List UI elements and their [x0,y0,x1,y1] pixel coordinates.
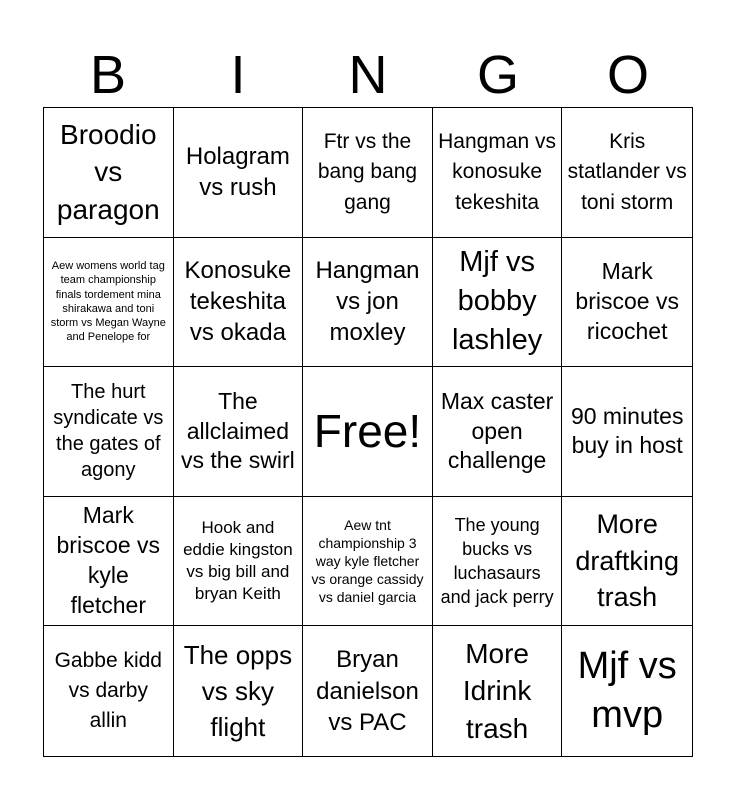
cell-text: The hurt syndicate vs the gates of agony [53,381,164,482]
free-space-text: Free! [313,404,422,457]
bingo-cell-r2c2[interactable] [174,238,304,368]
bingo-cell-r1c5[interactable] [562,108,692,238]
cell-text: Konosuke tekeshita vs okada [184,257,292,347]
bingo-cell-r1c1[interactable] [44,108,174,238]
bingo-cell-r4c3[interactable] [303,497,433,627]
cell-text: The opps vs sky flight [183,639,293,743]
bingo-cell-free[interactable] [303,367,433,497]
bingo-cell-r5c2[interactable] [174,626,304,756]
bingo-cell-r2c3[interactable] [303,238,433,368]
header-letter-n: N [348,45,388,105]
bingo-cell-r1c4[interactable] [433,108,563,238]
bingo-grid [43,107,693,757]
bingo-cell-r3c2[interactable] [174,367,304,497]
bingo-cell-r5c5[interactable] [562,626,692,756]
bingo-cell-r3c4[interactable] [433,367,563,497]
cell-text: Hangman vs konosuke tekeshita [438,129,557,214]
bingo-cell-r1c2[interactable] [174,108,304,238]
bingo-cell-r1c3[interactable] [303,108,433,238]
cell-text: Mark briscoe vs ricochet [575,258,679,344]
cell-text: The young bucks vs luchasaurs and jack perry [440,514,554,608]
cell-text: Hangman vs jon moxley [315,257,420,347]
header-letter-o: O [606,45,649,105]
cell-text: Mark briscoe vs kyle fletcher [56,502,161,618]
cell-text: Holagram vs rush [185,143,290,202]
cell-text: Mjf vs bobby lashley [451,246,543,357]
cell-text: Ftr vs the bang bang gang [317,129,418,214]
bingo-cell-r2c1[interactable] [44,238,174,368]
cell-text: Mjf vs mvp [577,644,677,737]
bingo-cell-r5c1[interactable] [44,626,174,756]
bingo-cell-r3c5[interactable] [562,367,692,497]
cell-text: Max caster open challenge [440,387,554,474]
cell-text: Hook and eddie kingston vs big bill and bryan Keith [183,517,293,604]
bingo-cell-r3c1[interactable] [44,367,174,497]
cell-text: The allclaimed vs the swirl [181,387,295,474]
cell-text: 90 minutes buy in host [570,402,684,459]
bingo-cell-r4c4[interactable] [433,497,563,627]
bingo-cell-r4c5[interactable] [562,497,692,627]
cell-text: More Idrink trash [462,637,532,745]
cell-text: Aew tnt championship 3 way kyle fletcher vs orange cassidy vs daniel garcia [311,516,424,606]
bingo-cell-r2c5[interactable] [562,238,692,368]
cell-text: Broodio vs paragon [56,118,160,226]
bingo-cell-r2c4[interactable] [433,238,563,368]
cell-text: Aew womens world tag team championship finals tordement mina shirakawa and toni storm vs Megan Wayne and Penelope for [50,260,166,344]
header-letter-b: B [89,45,127,105]
cell-text: Kris statlander vs toni storm [567,129,687,214]
bingo-cell-r4c1[interactable] [44,497,174,627]
cell-text: Bryan danielson vs PAC [316,646,419,736]
bingo-cell-r5c4[interactable] [433,626,563,756]
bingo-cell-r5c3[interactable] [303,626,433,756]
cell-text: More draftking trash [575,509,679,613]
header-letter-g: G [476,45,519,105]
cell-text: Gabbe kidd vs darby allin [54,648,162,733]
bingo-cell-r4c2[interactable] [174,497,304,627]
header-letter-i: I [230,45,246,105]
bingo-header [43,42,693,108]
